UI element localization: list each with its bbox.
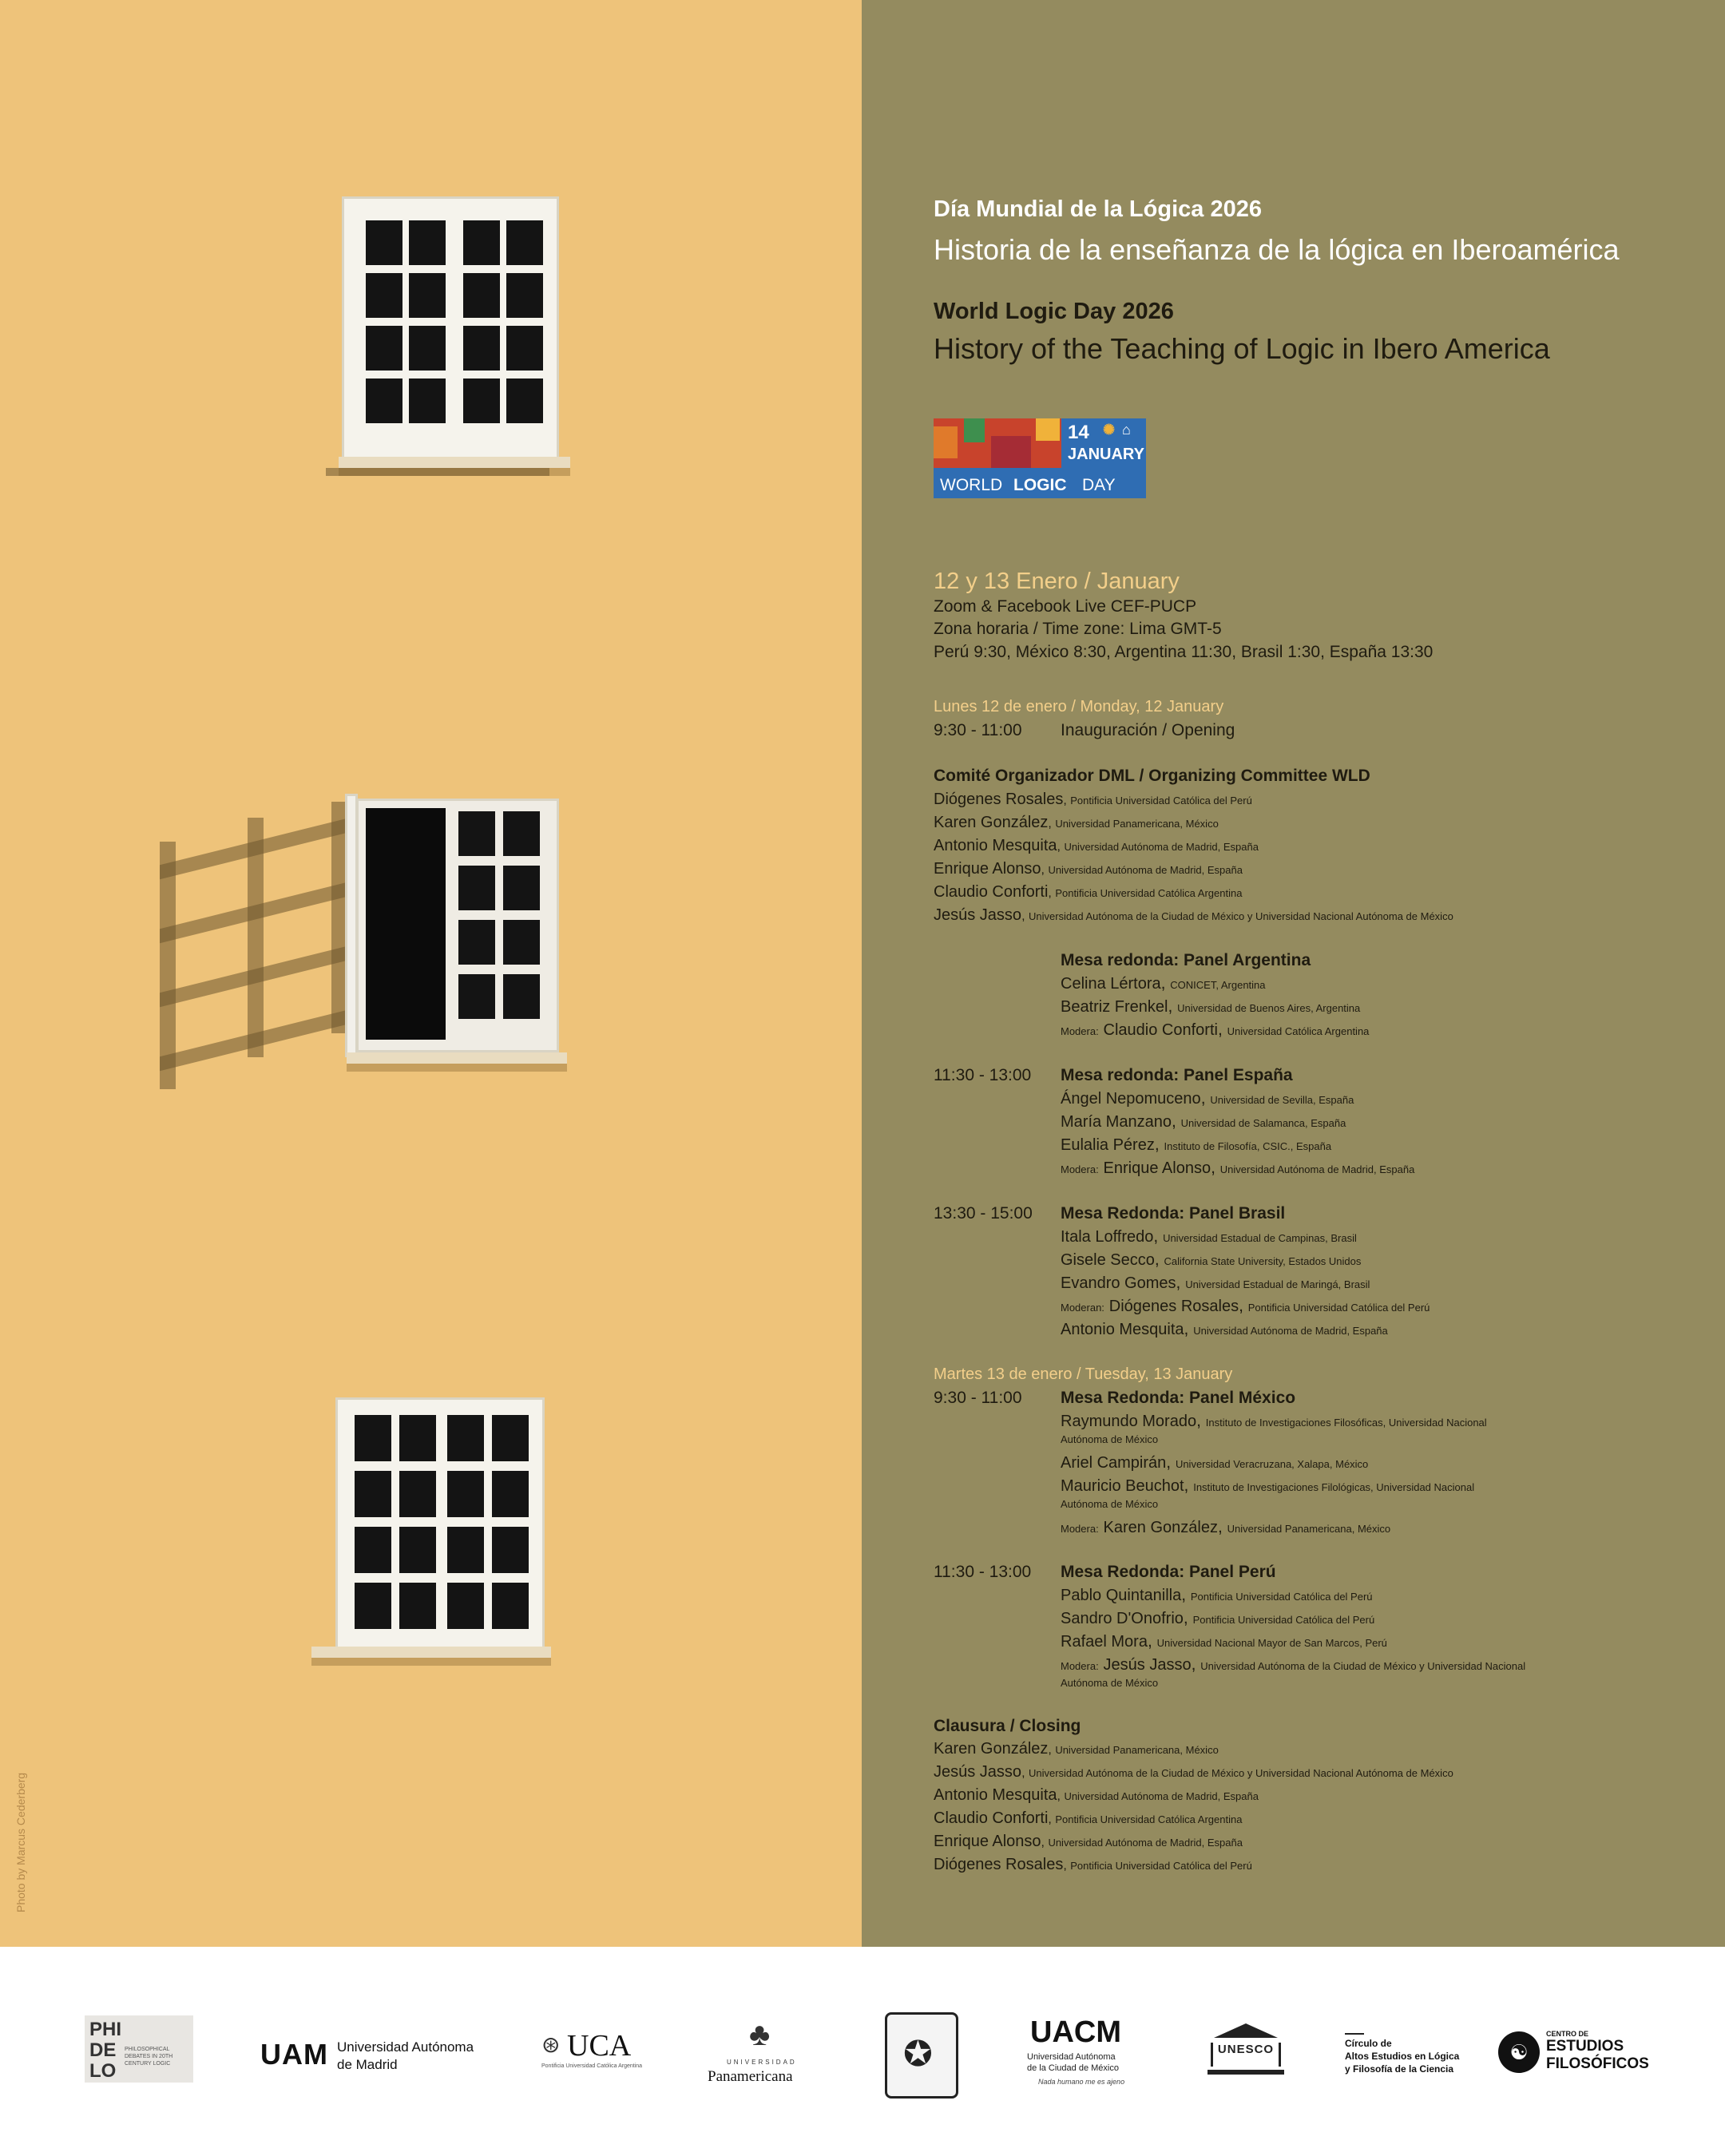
opening-time: 9:30 - 11:00 bbox=[934, 721, 1022, 739]
panel-member-aff-cont: Autónoma de México bbox=[1061, 1433, 1159, 1445]
monday-label: Lunes 12 de enero / Monday, 12 January bbox=[934, 698, 1224, 715]
panel-member: María Manzano, Universidad de Salamanca, España bbox=[1061, 1112, 1346, 1131]
closing-title: Clausura / Closing bbox=[934, 1717, 1081, 1735]
subtitle-es: Historia de la enseñanza de la lógica en Iberoamérica bbox=[934, 233, 1620, 266]
committee-member: Diógenes Rosales, Pontificia Universidad Católica del Perú bbox=[934, 791, 1252, 808]
closing-member: Karen González, Universidad Panamericana, México bbox=[934, 1740, 1219, 1758]
uacm-logo: UACM Universidad Autónoma de la Ciudad de México Nada humano me es ajeno bbox=[1027, 2015, 1125, 2086]
window-middle-open bbox=[152, 794, 559, 1097]
phidelo-logo: PHI DE LO PHILOSOPHICAL DEBATES IN 20TH CENTURY LOGIC bbox=[85, 2015, 193, 2083]
unam-seal-logo bbox=[885, 2012, 958, 2099]
closing-member: Enrique Alonso, Universidad Autónoma de Madrid, España bbox=[934, 1833, 1243, 1850]
circulo-logo: Círculo de Altos Estudios en Lógica y Filosofía de la Ciencia bbox=[1345, 2033, 1481, 2081]
event-dates: 12 y 13 Enero / January bbox=[934, 569, 1180, 594]
event-times: Perú 9:30, México 8:30, Argentina 11:30, Brasil 1:30, España 13:30 bbox=[934, 643, 1434, 661]
panel-moderator: Modera: Claudio Conforti, Universidad Católica Argentina bbox=[1061, 1021, 1370, 1039]
panel-member: Raymundo Morado, Instituto de Investigaciones Filosóficas, Universidad Nacional bbox=[1061, 1412, 1487, 1430]
event-timezone: Zona horaria / Time zone: Lima GMT-5 bbox=[934, 620, 1222, 638]
opening-title: Inauguración / Opening bbox=[1061, 721, 1235, 739]
committee-member: Enrique Alonso, Universidad Autónoma de Madrid, España bbox=[934, 860, 1243, 878]
panel-member: Sandro D'Onofrio, Pontificia Universidad Católica del Perú bbox=[1061, 1609, 1375, 1627]
committee-member: Jesús Jasso, Universidad Autónoma de la Ciudad de México y Universidad Nacional Autónoma de México bbox=[934, 906, 1453, 924]
panel-member: Evandro Gomes, Universidad Estadual de Maringá, Brasil bbox=[1061, 1274, 1370, 1292]
panel-member: Gisele Secco, California State University, Estados Unidos bbox=[1061, 1250, 1362, 1269]
panamericana-logo: ♣ UNIVERSIDAD Panamericana bbox=[708, 2017, 797, 2085]
world-logic-day-logo bbox=[934, 418, 1146, 498]
closing-member: Diógenes Rosales, Pontificia Universidad Católica del Perú bbox=[934, 1856, 1252, 1873]
panel-moderator: Moderan: Diógenes Rosales, Pontificia Universidad Católica del Perú bbox=[1061, 1297, 1430, 1315]
committee-member: Claudio Conforti, Pontificia Universidad Católica Argentina bbox=[934, 883, 1243, 901]
committee-title: Comité Organizador DML / Organizing Committee WLD bbox=[934, 767, 1370, 785]
panel-mexico-title: Mesa Redonda: Panel México bbox=[1061, 1389, 1296, 1407]
panel-moderator: Antonio Mesquita, Universidad Autónoma de Madrid, España bbox=[1061, 1320, 1388, 1338]
closing-member: Claudio Conforti, Pontificia Universidad Católica Argentina bbox=[934, 1809, 1243, 1827]
logo-world: WORLD bbox=[940, 476, 1003, 494]
panel-member: Ángel Nepomuceno, Universidad de Sevilla, España bbox=[1061, 1089, 1354, 1108]
panel-peru-title: Mesa Redonda: Panel Perú bbox=[1061, 1563, 1276, 1581]
panel-peru-time: 11:30 - 13:00 bbox=[934, 1563, 1032, 1581]
cef-emblem-icon: ☯ bbox=[1498, 2031, 1540, 2073]
event-platform: Zoom & Facebook Live CEF-PUCP bbox=[934, 597, 1197, 616]
panel-member: Rafael Mora, Universidad Nacional Mayor de San Marcos, Perú bbox=[1061, 1632, 1387, 1651]
panel-argentina-title: Mesa redonda: Panel Argentina bbox=[1061, 951, 1311, 969]
panel-brasil-title: Mesa Redonda: Panel Brasil bbox=[1061, 1204, 1286, 1223]
tree-icon: ♣ bbox=[749, 2017, 771, 2052]
committee-member: Karen González, Universidad Panamericana, México bbox=[934, 814, 1219, 831]
panel-moderator-aff-cont: Autónoma de México bbox=[1061, 1677, 1159, 1689]
subtitle-en: History of the Teaching of Logic in Ibero America bbox=[934, 332, 1550, 365]
eagle-seal-icon: ✪ bbox=[903, 2035, 933, 2074]
panel-moderator: Modera: Jesús Jasso, Universidad Autónoma de la Ciudad de México y Universidad Nacional bbox=[1061, 1655, 1526, 1674]
committee-member: Antonio Mesquita, Universidad Autónoma de Madrid, España bbox=[934, 837, 1259, 854]
panel-member: Eulalia Pérez, Instituto de Filosofía, CSIC., España bbox=[1061, 1135, 1332, 1154]
wall-photo bbox=[0, 0, 862, 1947]
logo-unesco-icon: ⌂ bbox=[1122, 422, 1131, 438]
logo-logic: LOGIC bbox=[1013, 476, 1067, 494]
window-top bbox=[342, 196, 559, 460]
logo-seal-icon: ✺ bbox=[1103, 422, 1116, 438]
panel-brasil-time: 13:30 - 15:00 bbox=[934, 1204, 1033, 1223]
panel-mexico-time: 9:30 - 11:00 bbox=[934, 1389, 1022, 1407]
uca-seal-icon: ⊛ bbox=[541, 2032, 561, 2057]
panel-member: Itala Loffredo, Universidad Estadual de Campinas, Brasil bbox=[1061, 1227, 1357, 1246]
closing-member: Jesús Jasso, Universidad Autónoma de la Ciudad de México y Universidad Nacional Autónoma de México bbox=[934, 1763, 1453, 1781]
panel-member-aff-cont: Autónoma de México bbox=[1061, 1498, 1159, 1510]
logo-date: 14 bbox=[1068, 422, 1089, 443]
panel-espana-title: Mesa redonda: Panel España bbox=[1061, 1066, 1293, 1084]
panel-member: Mauricio Beuchot, Instituto de Investigaciones Filológicas, Universidad Nacional bbox=[1061, 1476, 1475, 1495]
panel-member: Ariel Campirán, Universidad Veracruzana, Xalapa, México bbox=[1061, 1453, 1369, 1472]
tuesday-label: Martes 13 de enero / Tuesday, 13 January bbox=[934, 1365, 1233, 1383]
panel-member: Beatriz Frenkel, Universidad de Buenos Aires, Argentina bbox=[1061, 997, 1361, 1016]
panel-espana-time: 11:30 - 13:00 bbox=[934, 1066, 1032, 1084]
window-bottom bbox=[335, 1397, 545, 1653]
title-es: Día Mundial de la Lógica 2026 bbox=[934, 196, 1262, 222]
panel-member: Celina Lértora, CONICET, Argentina bbox=[1061, 974, 1266, 993]
logo-month: JANUARY bbox=[1068, 446, 1144, 463]
panel-member: Pablo Quintanilla, Pontificia Universidad Católica del Perú bbox=[1061, 1586, 1373, 1604]
uca-logo: ⊛ UCA Pontificia Universidad Católica Argentina bbox=[541, 2029, 643, 2069]
cef-logo: ☯ CENTRO DE ESTUDIOS FILOSÓFICOS bbox=[1498, 2028, 1650, 2076]
photo-credit: Photo by Marcus Cederberg bbox=[14, 1772, 27, 1912]
logo-day: DAY bbox=[1082, 476, 1116, 494]
title-en: World Logic Day 2026 bbox=[934, 299, 1174, 324]
uam-logo: UAM Universidad Autónoma de Madrid bbox=[260, 2038, 474, 2072]
closing-member: Antonio Mesquita, Universidad Autónoma de Madrid, España bbox=[934, 1786, 1259, 1804]
panel-moderator: Modera: Karen González, Universidad Panamericana, México bbox=[1061, 1518, 1391, 1536]
panel-moderator: Modera: Enrique Alonso, Universidad Autónoma de Madrid, España bbox=[1061, 1159, 1415, 1177]
unesco-logo: UNESCO bbox=[1208, 2023, 1284, 2084]
